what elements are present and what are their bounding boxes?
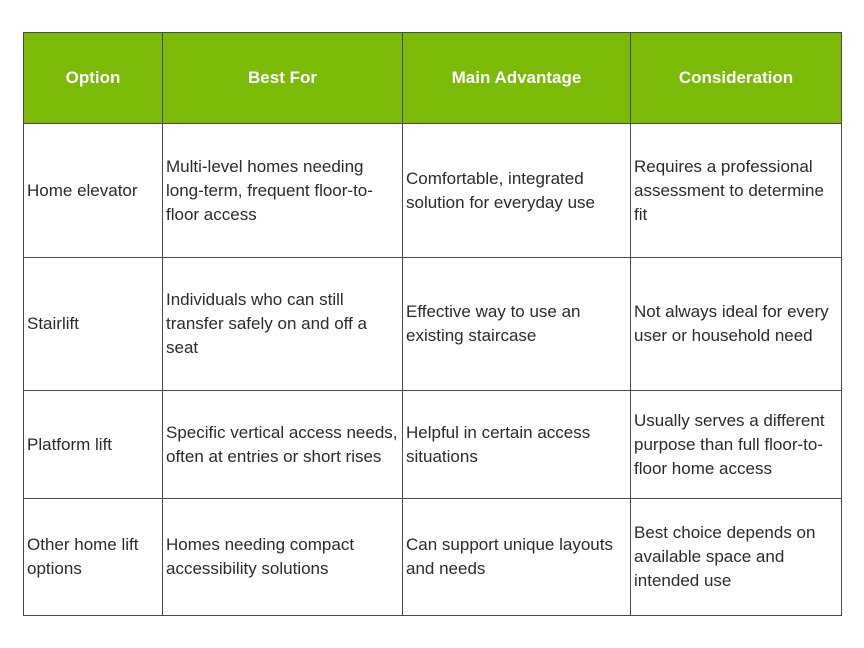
cell-consideration: Usually serves a different purpose than full floor-to-floor home access [631,391,842,499]
cell-best-for: Multi-level homes needing long-term, frequent floor-to-floor access [163,124,403,258]
header-best-for: Best For [163,33,403,124]
cell-main-advantage: Comfortable, integrated solution for everyday use [403,124,631,258]
cell-consideration: Not always ideal for every user or household need [631,258,842,391]
header-consideration: Consideration [631,33,842,124]
table-row [24,258,842,391]
cell-best-for: Homes needing compact accessibility solutions [163,499,403,616]
cell-best-for: Individuals who can still transfer safely on and off a seat [163,258,403,391]
cell-main-advantage: Effective way to use an existing staircase [403,258,631,391]
table-row [24,499,842,616]
header-main-advantage: Main Advantage [403,33,631,124]
table-row [24,124,842,258]
cell-best-for: Specific vertical access needs, often at entries or short rises [163,391,403,499]
table-row [24,391,842,499]
cell-option: Stairlift [24,258,163,391]
cell-main-advantage: Can support unique layouts and needs [403,499,631,616]
header-row [24,33,842,124]
cell-option: Platform lift [24,391,163,499]
cell-consideration: Best choice depends on available space and intended use [631,499,842,616]
cell-consideration: Requires a professional assessment to determine fit [631,124,842,258]
cell-option: Other home lift options [24,499,163,616]
header-option: Option [24,33,163,124]
cell-main-advantage: Helpful in certain access situations [403,391,631,499]
cell-option: Home elevator [24,124,163,258]
comparison-table [23,32,842,616]
